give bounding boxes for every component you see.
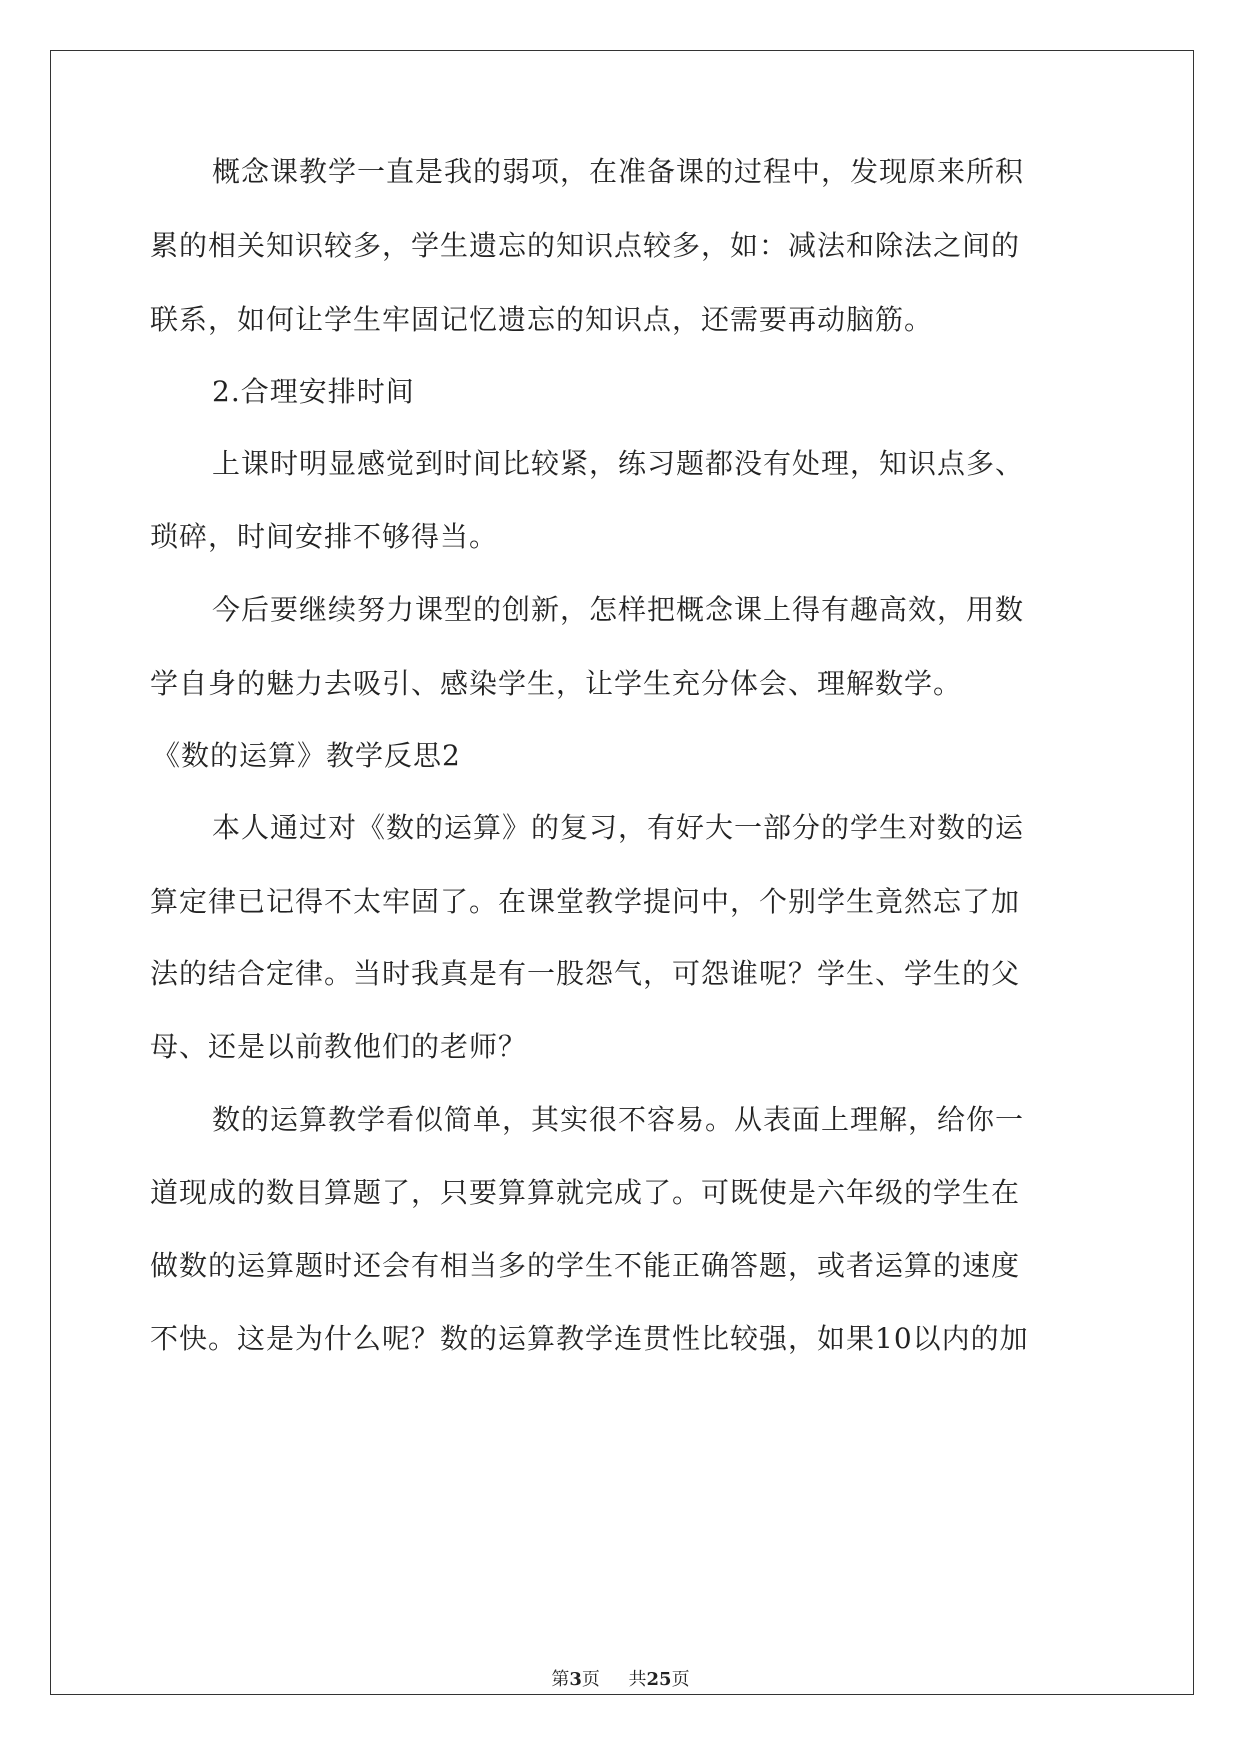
- paragraph-line: 累的相关知识较多，学生遗忘的知识点较多，如：减法和除法之间的: [150, 229, 1021, 262]
- paragraph-line: 母、还是以前教他们的老师？: [150, 1030, 528, 1063]
- paragraph-line: 法的结合定律。当时我真是有一股怨气，可怨谁呢？学生、学生的父: [150, 957, 1021, 990]
- paragraph-line: 本人通过对《数的运算》的复习，有好大一部分的学生对数的运: [212, 811, 1025, 844]
- paragraph-line: 不快。这是为什么呢？数的运算教学连贯性比较强，如果10以内的加: [150, 1322, 1029, 1355]
- paragraph-line: 今后要继续努力课型的创新，怎样把概念课上得有趣高效，用数: [212, 593, 1025, 626]
- paragraph-line: 数的运算教学看似简单，其实很不容易。从表面上理解，给你一: [212, 1103, 1025, 1136]
- section-title: 《数的运算》教学反思2: [152, 739, 461, 772]
- total-pages-number: 25: [646, 1669, 672, 1690]
- footer-total-suffix: 页: [671, 1669, 690, 1690]
- current-page-number: 3: [569, 1669, 582, 1690]
- page-footer: [0, 1668, 1241, 1692]
- paragraph-line: 学自身的魅力去吸引、感染学生，让学生充分体会、理解数学。: [150, 667, 963, 700]
- paragraph-line: 做数的运算题时还会有相当多的学生不能正确答题，或者运算的速度: [150, 1249, 1021, 1282]
- footer-prefix: 第: [551, 1669, 570, 1690]
- footer-page-suffix: 页: [581, 1669, 600, 1690]
- footer-total-prefix: 共: [628, 1669, 647, 1690]
- section-heading: 2.合理安排时间: [212, 375, 415, 408]
- page-border: [50, 50, 1194, 1695]
- paragraph-line: 道现成的数目算题了，只要算算就完成了。可既使是六年级的学生在: [150, 1176, 1021, 1209]
- paragraph-line: 琐碎，时间安排不够得当。: [150, 520, 499, 553]
- paragraph-line: 上课时明显感觉到时间比较紧，练习题都没有处理，知识点多、: [212, 447, 1025, 480]
- paragraph-line: 算定律已记得不太牢固了。在课堂教学提问中，个别学生竟然忘了加: [150, 885, 1021, 918]
- paragraph-line: 联系，如何让学生牢固记忆遗忘的知识点，还需要再动脑筋。: [150, 303, 934, 336]
- paragraph-line: 概念课教学一直是我的弱项，在准备课的过程中，发现原来所积: [212, 155, 1025, 188]
